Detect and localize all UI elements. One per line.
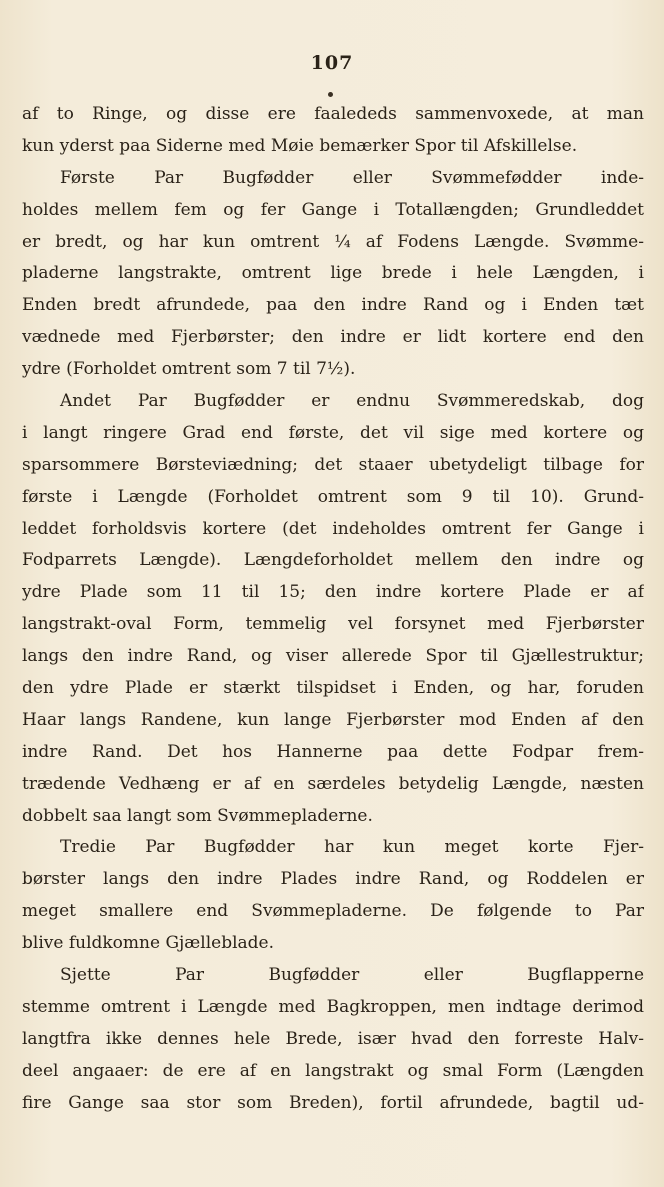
text-line: trædende Vedhæng er af en særdeles betydelig Længde, næsten bbox=[22, 773, 644, 794]
text-line: Fodparrets Længde). Længdeforholdet mellem den indre og bbox=[22, 550, 644, 571]
text-line: i langt ringere Grad end første, det vil sige med kortere og bbox=[22, 422, 644, 443]
text-line: langs den indre Rand, og viser allerede Spor til Gjællestruktur; bbox=[22, 646, 644, 667]
text-line: Haar langs Randene, kun lange Fjerbørster mod Enden af den bbox=[22, 709, 644, 730]
text-line: den ydre Plade er stærkt tilspidset i Enden, og har, foruden bbox=[22, 678, 644, 699]
text-line: leddet forholdsvis kortere (det indeholdes omtrent fer Gange i bbox=[22, 518, 644, 539]
text-line: indre Rand. Det hos Hannerne paa dette Fodpar frem- bbox=[22, 741, 644, 762]
text-line: af to Ringe, og disse ere faalededs sammenvoxede, at man bbox=[22, 104, 644, 124]
text-line: dobbelt saa langt som Svømmepladerne. bbox=[22, 805, 373, 826]
text-line: sparsommere Børsteviædning; det staaer ubetydeligt tilbage for bbox=[22, 454, 644, 475]
text-line: Tredie Par Bugfødder har kun meget korte Fjer- bbox=[60, 837, 644, 858]
ornament-dot bbox=[328, 92, 333, 97]
body-text bbox=[22, 99, 644, 1120]
text-line: langtfra ikke dennes hele Brede, især hvad den forreste Halv- bbox=[22, 1028, 644, 1049]
text-line: fire Gange saa stor som Breden), fortil afrundede, bagtil ud- bbox=[22, 1092, 644, 1113]
text-line: deel angaaer: de ere af en langstrakt og smal Form (Længden bbox=[22, 1060, 644, 1081]
text-line: ydre (Forholdet omtrent som 7 til 7½). bbox=[22, 359, 356, 380]
text-line: Enden bredt afrundede, paa den indre Rand og i Enden tæt bbox=[22, 295, 644, 316]
text-line: holdes mellem fem og fer Gange i Totallængden; Grundleddet bbox=[22, 199, 644, 220]
text-line: blive fuldkomne Gjælleblade. bbox=[22, 933, 275, 954]
text-line: kun yderst paa Siderne med Møie bemærker Spor til Afskillelse. bbox=[22, 135, 578, 156]
text-line: meget smallere end Svømmepladerne. De følgende to Par bbox=[22, 901, 644, 922]
text-line: vædnede med Fjerbørster; den indre er lidt kortere end den bbox=[22, 327, 644, 348]
text-line: Andet Par Bugfødder er endnu Svømmeredskab, dog bbox=[60, 391, 644, 412]
page-number: 107 bbox=[310, 52, 354, 74]
text-line: Sjette Par Bugfødder eller Bugflapperne bbox=[60, 965, 644, 986]
text-line: pladerne langstrakte, omtrent lige brede i hele Længden, i bbox=[22, 263, 644, 284]
text-line: langstrakt-oval Form, temmelig vel forsynet med Fjerbørster bbox=[22, 614, 644, 635]
text-line: stemme omtrent i Længde med Bagkroppen, men indtage derimod bbox=[22, 996, 644, 1017]
text-line: Første Par Bugfødder eller Svømmefødder inde- bbox=[60, 167, 644, 188]
text-line: er bredt, og har kun omtrent ¼ af Fodens Længde. Svømme- bbox=[22, 231, 644, 252]
text-line: ydre Plade som 11 til 15; den indre kortere Plade er af bbox=[22, 582, 644, 603]
text-line: første i Længde (Forholdet omtrent som 9 til 10). Grund- bbox=[22, 486, 644, 507]
text-line: børster langs den indre Plades indre Rand, og Roddelen er bbox=[22, 869, 644, 890]
